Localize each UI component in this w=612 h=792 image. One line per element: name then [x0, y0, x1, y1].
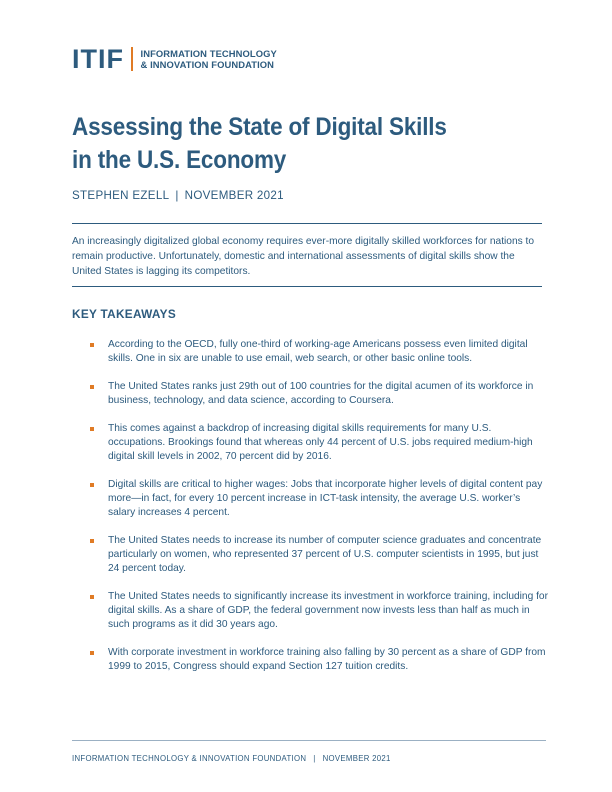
byline	[72, 189, 284, 203]
itif-logo	[72, 45, 277, 73]
logo-text-line2: & INNOVATION FOUNDATION	[140, 59, 275, 70]
bullet-icon	[90, 651, 94, 655]
bullet-icon	[90, 427, 94, 431]
takeaway-item	[90, 646, 550, 674]
takeaway-item	[90, 380, 550, 408]
takeaway-text: The United States ranks just 29th out of 100 countries for the digital acumen of its workforce in business, technology, and data science, according to Coursera.	[108, 381, 534, 406]
logo-divider	[131, 47, 133, 71]
takeaway-text: The United States needs to significantly increase its investment in workforce training, including for digital skills. As a share of GDP, the federal government now invests less than half as much in such programs as it did 30 years ago.	[108, 591, 548, 630]
byline-separator: |	[175, 189, 179, 202]
summary-top-rule	[72, 223, 542, 224]
bullet-icon	[90, 385, 94, 389]
logo-text-line1: INFORMATION TECHNOLOGY	[140, 47, 277, 59]
takeaway-text: With corporate investment in workforce training also falling by 30 percent as a share of GDP from 1999 to 2015, Congress should expand Section 127 tuition credits.	[108, 647, 546, 673]
takeaway-text: The United States needs to increase its number of computer science graduates and concentrate particularly on women, who represented 37 percent of U.S. computer scientists in 1995, but just 24 percent today.	[108, 535, 542, 574]
footer-org: INFORMATION TECHNOLOGY & INNOVATION FOUNDATION	[72, 754, 307, 763]
summary-paragraph: An increasingly digitalized global economy requires ever-more digitally skilled workforces for nations to remain productive. Unfortunately, domestic and international assessments of digital skills show the United States is lagging its competitors.	[72, 236, 535, 277]
bullet-icon	[90, 595, 94, 599]
footer-separator: |	[313, 754, 316, 763]
takeaway-item	[90, 338, 550, 366]
page-title	[72, 111, 447, 177]
takeaway-item	[90, 478, 550, 519]
takeaway-item	[90, 534, 550, 575]
takeaway-text: Digital skills are critical to higher wages: Jobs that incorporate higher levels of digital content pay more—in fact, for every 10 percent increase in ICT-task intensity, the average U.S. worker’s salary increases 4 percent.	[108, 479, 543, 518]
footer-date: NOVEMBER 2021	[322, 754, 391, 763]
takeaway-text: According to the OECD, fully one-third of working-age Americans possess even limited digital skills. One in six are unable to use email, web search, or other basic online tools.	[108, 339, 528, 364]
summary-bottom-rule	[72, 286, 542, 287]
page-title-line2: in the U.S. Economy	[72, 146, 287, 174]
page-title-line1: Assessing the State of Digital Skills	[72, 113, 447, 141]
key-takeaways-heading: KEY TAKEAWAYS	[72, 307, 176, 321]
byline-date: NOVEMBER 2021	[184, 189, 284, 202]
bullet-icon	[90, 539, 94, 543]
key-takeaways-list	[90, 338, 550, 689]
takeaway-item	[90, 590, 550, 631]
footer	[72, 754, 391, 763]
logo-text	[141, 48, 277, 71]
bullet-icon	[90, 483, 94, 487]
footer-rule	[72, 740, 546, 741]
takeaway-text: This comes against a backdrop of increasing digital skills requirements for many U.S. occupations. Brookings found that whereas only 44 percent of U.S. jobs required medium-high digital skill levels in 2002, 70 percent did by 2016.	[108, 423, 533, 462]
takeaway-item	[90, 422, 550, 463]
bullet-icon	[90, 343, 94, 347]
byline-author: STEPHEN EZELL	[72, 189, 170, 202]
logo-mark: ITIF	[72, 44, 124, 74]
